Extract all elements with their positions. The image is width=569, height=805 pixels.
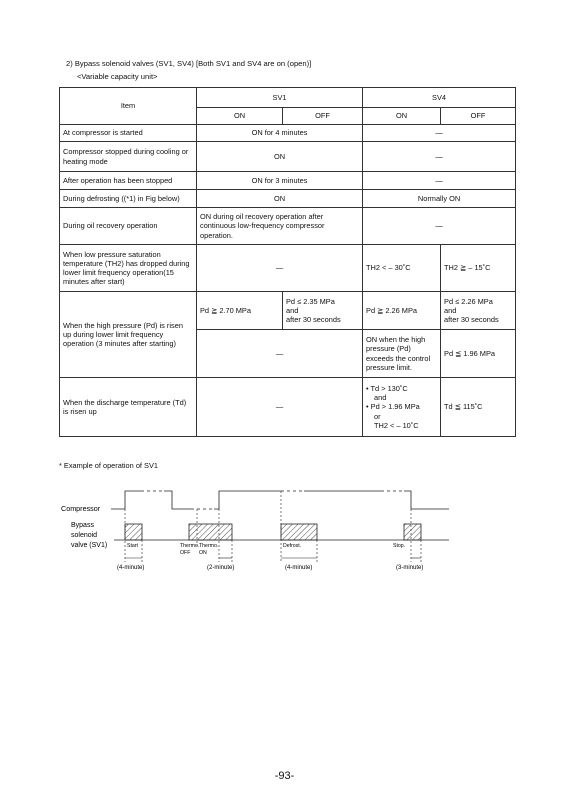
header-sv4: SV4 <box>363 88 516 108</box>
sv1-cell: — <box>197 378 363 437</box>
header-sv4-off: OFF <box>441 108 516 125</box>
sv1-pulse-thermo <box>189 524 232 540</box>
sv1-on-cell: Pd ≧ 2.70 MPa <box>197 292 283 330</box>
sv1-off-cell <box>283 292 363 330</box>
sv1-pulse-defrost <box>281 524 317 540</box>
event-thermo-off-label: Thermo. <box>180 543 200 549</box>
sv1-cell: ON during oil recovery operation after continuous low-frequency compressor operation. <box>197 208 363 245</box>
sv4-off-cell: Td ≦ 115˚C <box>441 378 516 437</box>
sv1-cell: — <box>197 245 363 292</box>
sv4-on-line: • Td > 130˚C <box>366 383 408 393</box>
sv1-pulse-start <box>125 524 142 540</box>
sv1-cell: ON <box>197 190 363 208</box>
sv4-on-cell <box>363 378 441 437</box>
sv1-off-line: after 30 seconds <box>286 315 341 325</box>
sv4-cell: — <box>363 125 516 142</box>
sv4-off-line: after 30 seconds <box>444 315 499 325</box>
table-row <box>60 378 516 437</box>
table-row <box>60 245 516 292</box>
header-sv1: SV1 <box>197 88 363 108</box>
sv1-cell: — <box>197 330 363 378</box>
row-item: When the high pressure (Pd) is risen up during lower limit frequency operation (3 minutes after starting) <box>60 292 197 378</box>
sv4-on-line: or <box>374 411 381 421</box>
sv4-on-cell: Pd ≧ 2.26 MPa <box>363 292 441 330</box>
header-sv4-on: ON <box>363 108 441 125</box>
event-thermo-on-label: Thermo. <box>199 543 219 549</box>
page-number: -93- <box>274 770 295 782</box>
table-row <box>60 172 516 190</box>
compressor-label: Compressor <box>61 504 101 513</box>
sv4-off-line: Pd ≤ 2.26 MPa <box>444 296 493 306</box>
event-start-label: Start <box>127 543 138 549</box>
sv4-on-line: and <box>374 393 387 403</box>
sv4-off-cell <box>441 292 516 330</box>
table-row <box>60 142 516 172</box>
duration-label: (2-minute) <box>207 565 235 571</box>
row-item: Compressor stopped during cooling or heating mode <box>60 142 197 172</box>
table-row <box>60 125 516 142</box>
table-row <box>60 208 516 245</box>
event-thermo-off-label: OFF <box>180 550 191 556</box>
sv4-cell: — <box>363 142 516 172</box>
sv4-on-cell: TH2 < – 30˚C <box>363 245 441 292</box>
bypass-valve-table <box>59 87 516 437</box>
table-row <box>60 190 516 208</box>
header-item: Item <box>60 88 197 125</box>
sv4-cell: — <box>363 172 516 190</box>
sv4-on-line: TH2 < – 10˚C <box>374 420 419 430</box>
section-subheading: <Variable capacity unit> <box>77 72 158 81</box>
sv4-cell: — <box>363 208 516 245</box>
sv1-pulse-stop <box>404 524 421 540</box>
sv4-off-cell: Pd ≦ 1.96 MPa <box>441 330 516 378</box>
guide-lines <box>125 491 421 562</box>
header-sv1-off: OFF <box>283 108 363 125</box>
row-item: When the discharge temperature (Td) is risen up <box>60 378 197 437</box>
row-item: During defrosting ((*1) in Fig below) <box>60 190 197 208</box>
row-item: During oil recovery operation <box>60 208 197 245</box>
bypass-label: solenoid <box>71 532 98 539</box>
sv4-cell: Normally ON <box>363 190 516 208</box>
bypass-label: Bypass <box>71 522 94 529</box>
compressor-signal <box>111 491 449 509</box>
sv4-on-cell: ON when the high pressure (Pd) exceeds the control pressure limit. <box>363 330 441 378</box>
row-item: When low pressure saturation temperature (TH2) has dropped during lower limit frequency operation(15 minutes after start) <box>60 245 197 292</box>
diagram-note: * Example of operation of SV1 <box>59 461 159 470</box>
row-item: At compressor is started <box>60 125 197 142</box>
sv1-timing-diagram <box>59 480 509 580</box>
sv1-off-line: Pd ≤ 2.35 MPa <box>286 296 335 306</box>
sv4-off-cell: TH2 ≧ – 15˚C <box>441 245 516 292</box>
event-stop-label: Stop. <box>393 543 406 549</box>
event-defrost-label: Defrost. <box>283 543 302 549</box>
section-heading: 2) Bypass solenoid valves (SV1, SV4) [Both SV1 and SV4 are on (open)] <box>66 59 312 68</box>
duration-label: (3-minute) <box>396 565 424 571</box>
sv4-on-line: • Pd > 1.96 MPa <box>366 402 420 412</box>
duration-label: (4-minute) <box>117 565 145 571</box>
sv4-off-line: and <box>444 305 457 315</box>
sv1-cell: ON for 3 minutes <box>197 172 363 190</box>
bypass-label: valve (SV1) <box>71 542 108 549</box>
sv1-cell: ON for 4 minutes <box>197 125 363 142</box>
header-sv1-on: ON <box>197 108 283 125</box>
duration-label: (4-minute) <box>285 565 313 571</box>
table-row <box>60 292 516 330</box>
event-thermo-on-label: ON <box>199 550 207 556</box>
sv1-cell: ON <box>197 142 363 172</box>
sv1-off-line: and <box>286 305 299 315</box>
row-item: After operation has been stopped <box>60 172 197 190</box>
